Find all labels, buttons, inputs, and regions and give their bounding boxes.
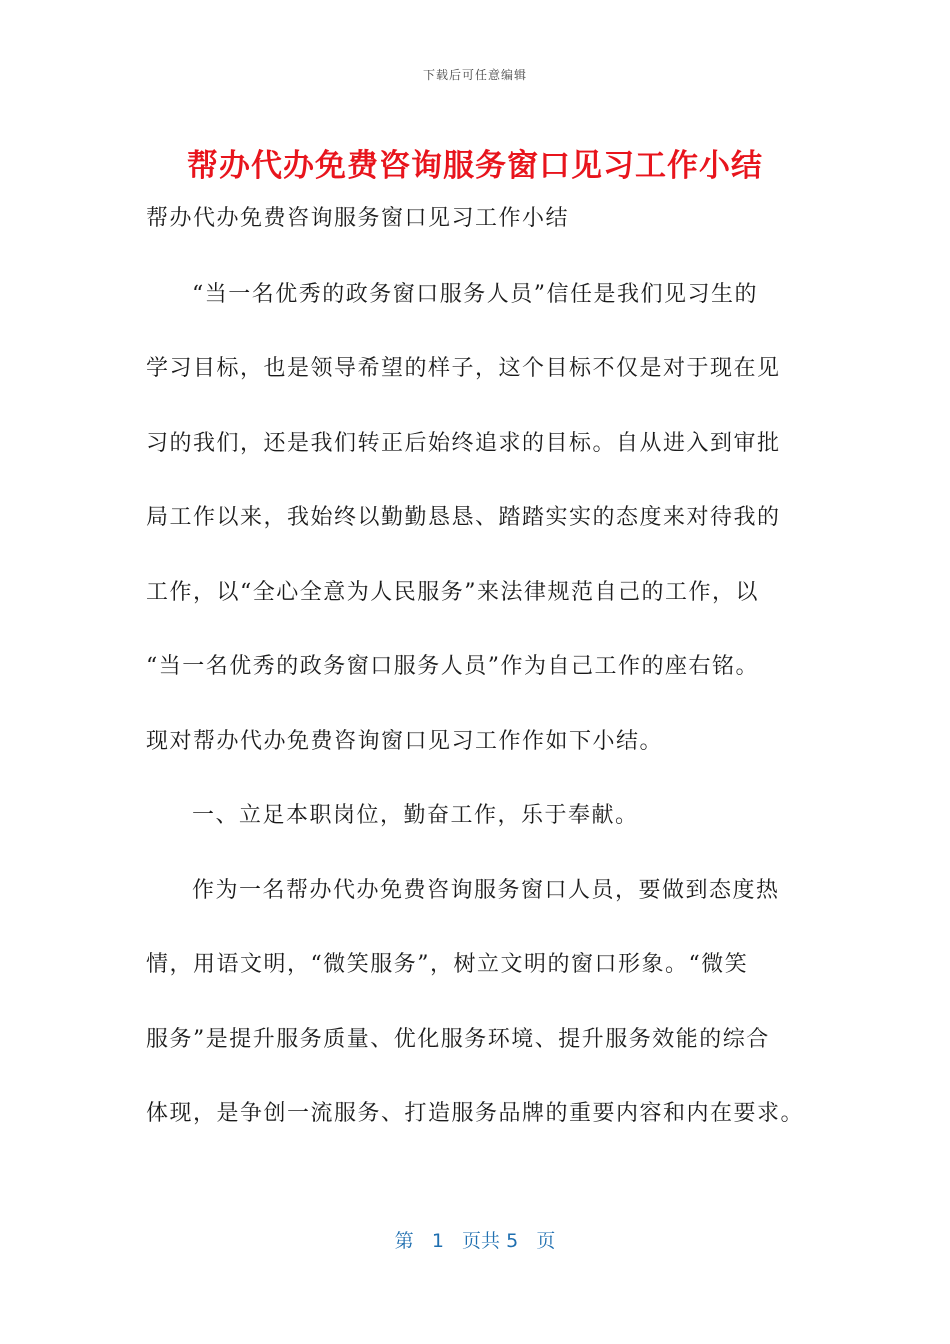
footer-total-pages: 5 [506,1230,519,1252]
paragraph-line: “当一名优秀的政务窗口服务人员”作为自己工作的座右铭。 [146,654,759,679]
document-title: 帮办代办免费咨询服务窗口见习工作小结 [187,148,763,184]
paragraph-line: “当一名优秀的政务窗口服务人员”信任是我们见习生的 [192,282,758,307]
paragraph-line: 服务”是提升服务质量、优化服务环境、提升服务效能的综合 [146,1027,770,1052]
paragraph-line: 现对帮办代办免费咨询窗口见习工作作如下小结。 [146,729,664,754]
footer-prefix: 第 [394,1230,414,1252]
footer-page-number: 1 [431,1230,444,1252]
paragraph-line: 局工作以来，我始终以勤勤恳恳、踏踏实实的态度来对待我的 [146,505,781,530]
footer-suffix: 页 [536,1230,556,1252]
header-note: 下载后可任意编辑 [422,68,527,82]
subtitle-line: 帮办代办免费咨询服务窗口见习工作小结 [146,206,570,231]
paragraph-line: 工作，以“全心全意为人民服务”来法律规范自己的工作，以 [146,580,759,605]
paragraph-line: 习的我们，还是我们转正后始终追求的目标。自从进入到审批 [146,431,781,456]
paragraph-line: 体现，是争创一流服务、打造服务品牌的重要内容和内在要求。 [146,1101,805,1126]
page-footer [0,1226,950,1253]
footer-middle: 页共 [462,1230,501,1252]
section-heading: 一、立足本职岗位，勤奋工作，乐于奉献。 [192,803,639,828]
paragraph-line: 学习目标，也是领导希望的样子，这个目标不仅是对于现在见 [146,356,781,381]
paragraph-line: 情，用语文明，“微笑服务”，树立文明的窗口形象。“微笑 [146,952,749,977]
paragraph-line: 作为一名帮办代办免费咨询服务窗口人员，要做到态度热 [192,878,780,903]
